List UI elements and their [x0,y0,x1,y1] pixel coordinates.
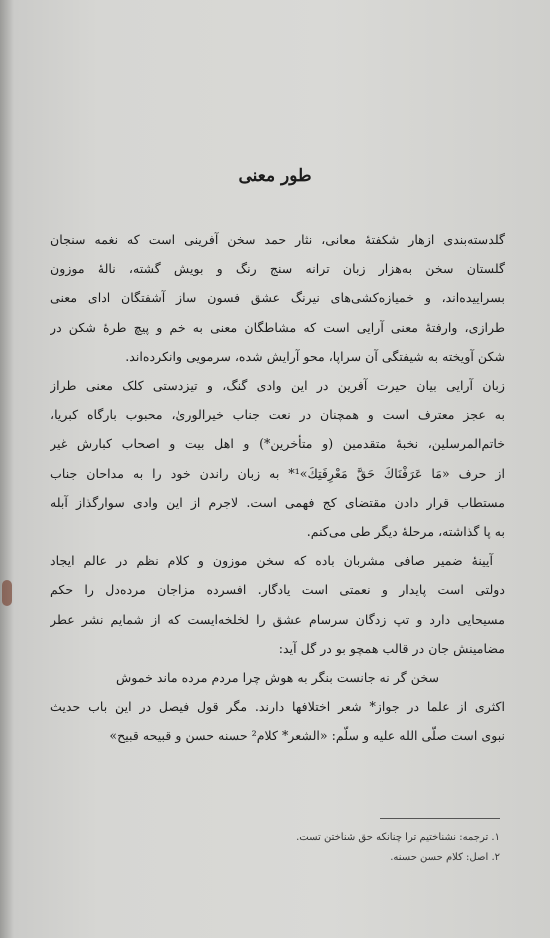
text-line: گلدسته‌بندی ازهار شکفتهٔ معانی، نثار حمد سخن آفرینی است که نغمه سنجان [50,232,505,247]
text-line: خاتم‌المرسلین، نخبهٔ متقدمین (و متأخرین*) و اهل بیت و اصحاب کبارش غیر [50,436,505,452]
section-title: طور معنی [238,166,312,186]
footnote-divider [380,818,500,819]
text-line: بسرایید‌ه‌اند، و خمیازه‌کشی‌های نیرنگ عشق فسون ساز آشفتگان ادای معنی [50,290,505,306]
text-line: نبوی است صلّی الله علیه و سلّم: «الشعر* کلام² حسنه حسن و قبیحه قبیح» [109,728,505,744]
footnote-1: ۱. ترجمه: نشناختیم ترا چنانکه حق شناختن تست. [296,832,500,843]
text-line: مستطاب قرار دادن مقتضای کج فهمی است. لاجرم از این وادی سوارگذاز آبله [50,494,505,510]
text-line: به پا گذاشته، مرحلهٔ دیگر طی می‌کنم. [306,524,505,540]
text-line: مضامینش جان در قالب همچو بو در گل آید: [278,640,505,656]
text-line: آیینهٔ ضمیر صافی مشربان باده که سخن موزون و کلام نظم در عالم ایجاد [50,553,493,569]
text-line: مسیحایی دارد و تپ زدگان سرسام عشق را لخلخه‌ایست که از شمایم نشر عطر [50,611,505,627]
page-edge-shadow [0,0,14,938]
body-text [50,225,505,751]
footnotes [45,828,500,868]
text-line: گلستان سخن به‌هزار زبان ترانه سنج رنگ و بویش گشته، نالهٔ موزون [50,261,505,277]
page-stain [2,580,12,606]
text-line: طرازی، وارفتهٔ معنی آرایی است که مشاطگان معنی به خم و پیچ طرهٔ شکن در [50,319,505,335]
text-line: به عجز معترف است و همچنان در نعت جناب خیرالوریٰ، محبوب بارگاه کبریا، [50,407,505,423]
text-line: اکثری از علما در جواز* شعر اختلافها دارند. مگر قول فیصل در این باب حدیث [50,699,505,715]
text-line: زبان آرایی بیان حیرت آفرین در این وادی گنگ، و تیزدستی کلک معنی طراز [50,378,505,394]
footnote-2: ۲. اصل: کلام حسن حسنه. [390,852,500,863]
verse-line: سخن گر نه جانست بنگر به هوش چرا مردم مرده ماند خموش [115,670,440,686]
text-line: دولتی است پایدار و نعمتی است یادگار. افسرده مزاجان مرده‌دل را حکم [50,582,505,598]
text-line: از حرف «مَا عَرَفْنَاكَ حَقَّ مَعْرِفَتِكَ»¹* به زبان راندن خود را به مداحان جناب [50,465,505,481]
text-line: شکن آویخته به شیفتگی آن سراپا، محو آرایش شده، سرمویی وانکرده‌اند. [125,348,505,364]
